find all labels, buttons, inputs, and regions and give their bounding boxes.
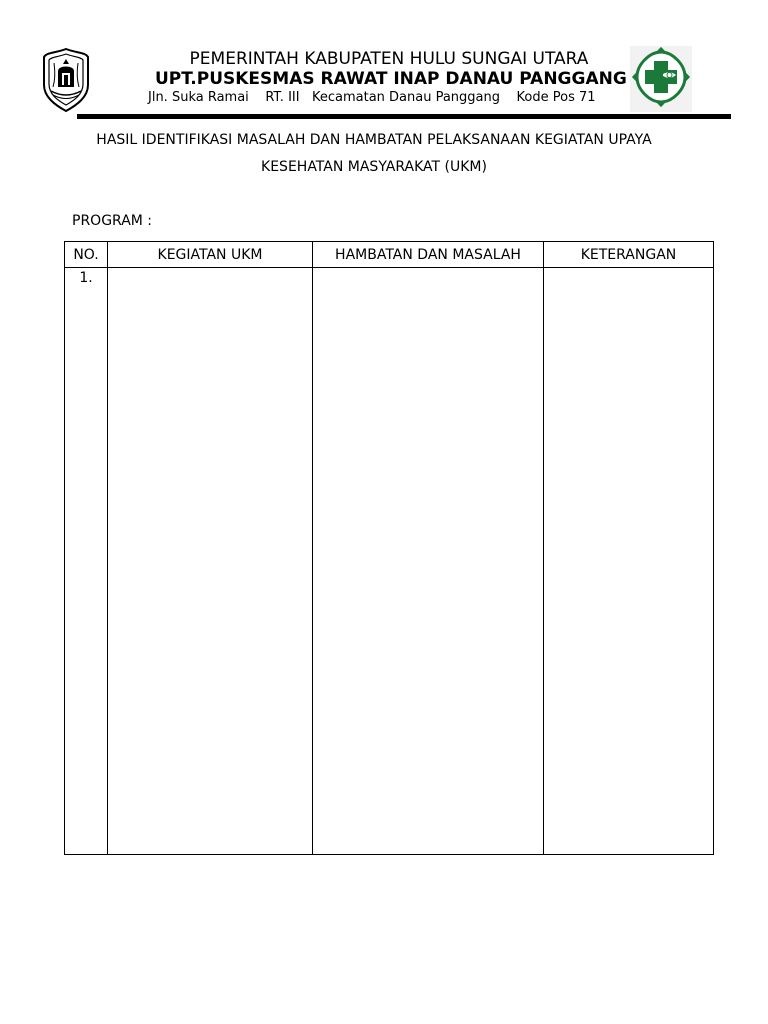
table-row bbox=[65, 268, 714, 855]
cell-hambatan bbox=[313, 268, 544, 855]
cell-keterangan bbox=[544, 268, 714, 855]
header-hambatan-dan-masalah: HAMBATAN DAN MASALAH bbox=[313, 242, 544, 268]
program-label: PROGRAM : bbox=[72, 213, 153, 229]
header-kegiatan-ukm: KEGIATAN UKM bbox=[108, 242, 313, 268]
cell-no bbox=[65, 268, 108, 855]
letterhead-rule bbox=[77, 114, 731, 119]
letterhead-institution: UPT.PUSKESMAS RAWAT INAP DANAU PANGGANG bbox=[155, 69, 627, 89]
letterhead-address: Jln. Suka Ramai RT. III Kecamatan Danau Panggang Kode Pos 71 bbox=[148, 90, 596, 105]
ukm-problem-table bbox=[64, 241, 714, 855]
header-no: NO. bbox=[65, 242, 108, 268]
row-number: 1. bbox=[79, 270, 93, 286]
puskesmas-cross-icon bbox=[630, 46, 692, 112]
header-keterangan: KETERANGAN bbox=[544, 242, 714, 268]
letterhead-government: PEMERINTAH KABUPATEN HULU SUNGAI UTARA bbox=[189, 49, 589, 69]
table-header-row bbox=[65, 242, 714, 268]
document-title-line1: HASIL IDENTIFIKASI MASALAH DAN HAMBATAN PELAKSANAAN KEGIATAN UPAYA bbox=[96, 132, 652, 148]
cell-kegiatan bbox=[108, 268, 313, 855]
document-title-line2: KESEHATAN MASYARAKAT (UKM) bbox=[261, 159, 487, 175]
